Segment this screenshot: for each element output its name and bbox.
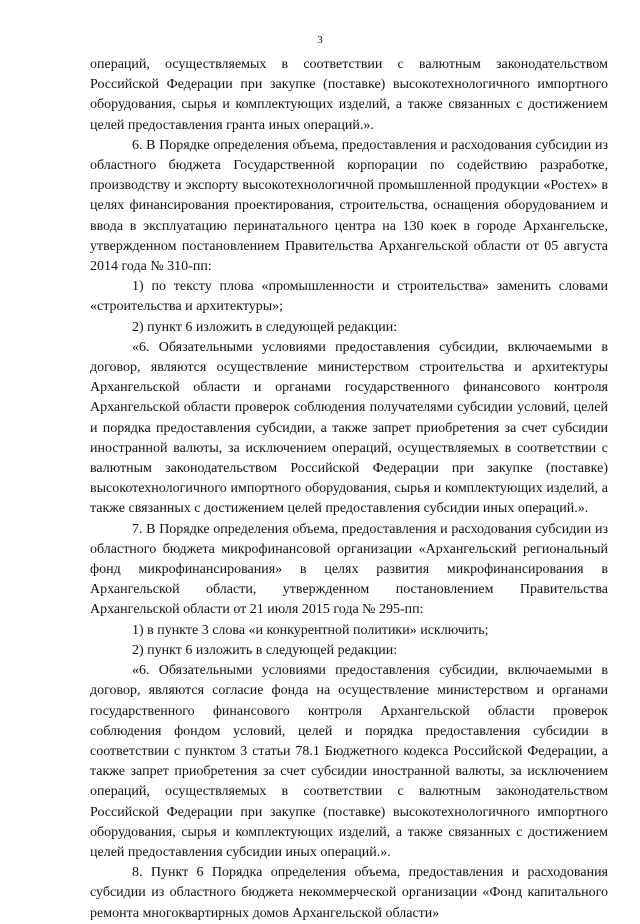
paragraph-item-8: 8. Пункт 6 Порядка определения объема, предоставления и расходования субсидии из областного бюджета некоммерческой организации «Фонд капитального ремонта многоквартирных домов Архангельской области» bbox=[90, 865, 608, 921]
paragraph-item-7-2: 2) пункт 6 изложить в следующей редакции: bbox=[132, 642, 398, 658]
paragraph-quoted-clause-7: «6. Обязательными условиями предоставления субсидии, включаемыми в договор, являются согласие фонда на осуществление министерством и органами государственного финансового контроля Архангельской области проверок соблюдения фондом условий, целей и порядка предоставления субсидии в соответствии с пунктом 3 статьи 78.1 Бюджетного кодекса Российской Федерации, а также запрет приобретения за счет субсидии иностранной валюты, за исключением операций, осуществляемых в соответствии с валютным законодательством Российской Федерации при закупке (поставке) высокотехнологичного импортного оборудования, сырья и комплектующих изделий, а также связанных с достижением целей предоставления субсидии иных операций.». bbox=[90, 663, 608, 860]
paragraph-quoted-clause-6: «6. Обязательными условиями предоставления субсидии, включаемыми в договор, являются осуществление министерством строительства и архитектуры Архангельской области и органами государственного финансового контроля Архангельской области проверок соблюдения получателями субсидии условий, целей и порядка предоставления субсидии, а также запрет приобретения за счет субсидии иностранной валюты, за исключением операций, осуществляемых в соответствии с валютным законодательством Российской Федерации при закупке (поставке) высокотехнологичного импортного оборудования, сырья и комплектующих изделий, а также связанных с достижением целей предоставления субсидии иных операций.». bbox=[90, 339, 608, 517]
paragraph-item-6: 6. В Порядке определения объема, предоставления и расходования субсидии из областного бюджета Государственной корпорации по содействию разработке, производству и экспорту высокотехнологичной промышленной продукции «Ростех» в целях финансирования проектирования, строительства, оснащения оборудованием и ввода в эксплуатацию перинатального центра на 130 коек в городе Архангельске, утвержденном постановлением Правительства Архангельской области от 05 августа 2014 года № 310-пп: bbox=[90, 137, 608, 275]
paragraph-item-7-1: 1) в пункте 3 слова «и конкурентной политики» исключить; bbox=[132, 622, 489, 638]
paragraph-item-6-1: 1) по тексту плова «промышленности и строительства» заменить словами «строительства и архитектуры»; bbox=[90, 279, 608, 315]
paragraph-item-6-2: 2) пункт 6 изложить в следующей редакции: bbox=[132, 319, 398, 335]
paragraph-continuation: операций, осуществляемых в соответствии с валютным законодательством Российской Федерации при закупке (поставке) высокотехнологичного импортного оборудования, сырья и комплектующих изделий, а также связанных с достижением целей предоставления гранта иных операций.». bbox=[90, 57, 608, 133]
document-body bbox=[90, 55, 608, 924]
page-number: 3 bbox=[317, 34, 323, 46]
paragraph-item-7: 7. В Порядке определения объема, предоставления и расходования субсидии из областного бюджета микрофинансовой организации «Архангельский региональный фонд микрофинансирования» в целях развития микрофинансирования в Архангельской области, утвержденном постановлением Правительства Архангельской области от 21 июля 2015 года № 295-пп: bbox=[90, 521, 608, 618]
